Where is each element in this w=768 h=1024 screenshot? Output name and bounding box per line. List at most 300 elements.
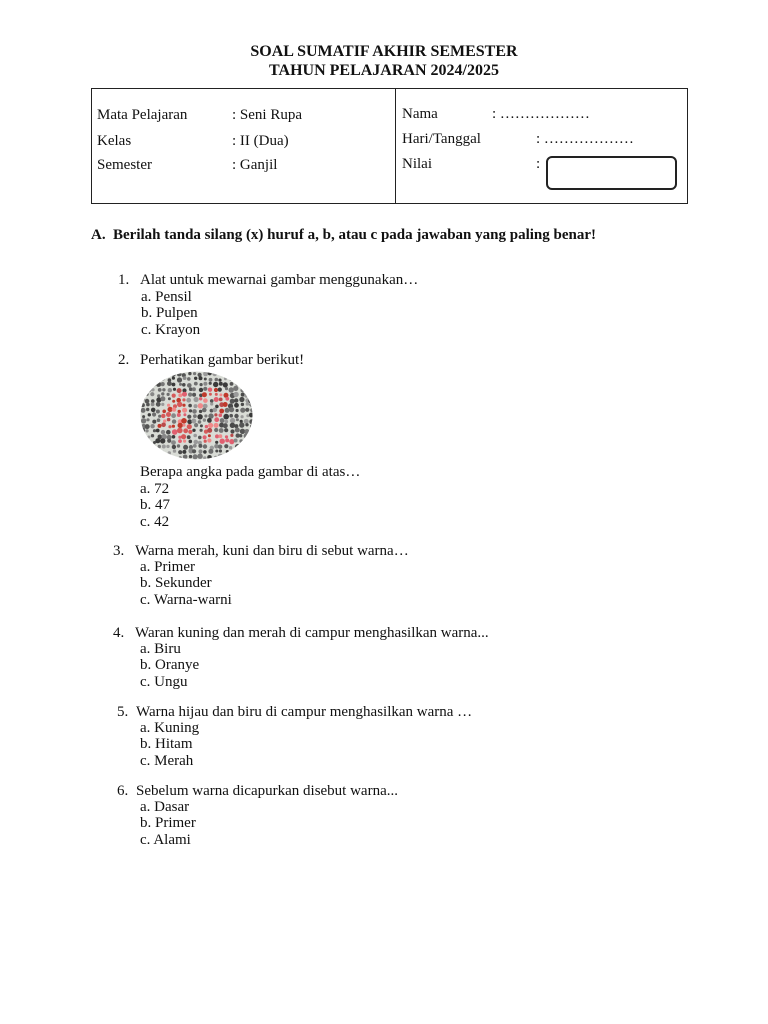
plate-dot — [167, 404, 170, 407]
plate-dot — [208, 423, 213, 428]
plate-dot — [173, 449, 176, 452]
plate-dot — [147, 444, 151, 448]
plate-dot — [179, 456, 182, 459]
plate-dot — [228, 371, 233, 376]
plate-dot — [161, 414, 165, 418]
plate-dot — [151, 434, 154, 437]
plate-dot — [194, 423, 198, 427]
question-stem: Alat untuk mewarnai gambar menggunakan… — [140, 272, 419, 288]
question-number: 4. — [113, 625, 125, 641]
plate-dot — [173, 388, 176, 391]
plate-dot — [234, 439, 238, 443]
plate-dot — [145, 399, 150, 404]
plate-dot — [183, 424, 186, 427]
plate-dot — [198, 420, 202, 424]
plate-dot — [239, 434, 242, 437]
plate-dot — [203, 382, 207, 386]
plate-dot — [233, 372, 238, 377]
plate-dot — [161, 451, 164, 454]
plate-dot — [215, 450, 218, 453]
plate-dot — [207, 418, 212, 423]
score-box — [546, 156, 677, 190]
student-info-box — [91, 88, 688, 204]
plate-dot — [171, 413, 176, 418]
plate-dot — [192, 387, 196, 391]
plate-dot — [168, 397, 171, 400]
plate-dot — [214, 388, 218, 392]
plate-dot — [204, 414, 207, 417]
plate-dot — [225, 408, 230, 413]
plate-dot — [182, 450, 186, 454]
plate-dot — [182, 392, 187, 397]
plate-dot — [162, 388, 165, 391]
plate-dot — [198, 436, 202, 440]
plate-dot — [240, 372, 245, 377]
plate-dot — [158, 415, 161, 418]
question-number: 6. — [117, 783, 129, 799]
plate-dot — [188, 430, 192, 434]
plate-dot — [240, 445, 245, 450]
plate-dot — [178, 410, 181, 413]
plate-dot — [178, 450, 182, 454]
plate-dot — [250, 377, 253, 382]
plate-dot — [223, 402, 228, 407]
plate-dot — [219, 449, 222, 452]
question-number: 1. — [118, 272, 130, 288]
plate-dot — [172, 429, 178, 435]
plate-dot — [141, 387, 145, 391]
plate-dot — [172, 425, 175, 428]
plate-dot — [218, 445, 222, 449]
plate-dot — [147, 387, 152, 392]
option-c: c. 42 — [140, 514, 170, 530]
plate-dot — [203, 456, 206, 459]
plate-dot — [219, 382, 223, 386]
plate-dot — [224, 444, 228, 448]
plate-dot — [162, 445, 166, 449]
plate-dot — [166, 445, 169, 448]
plate-dot — [230, 423, 235, 428]
plate-dot — [150, 424, 154, 428]
plate-dot — [155, 377, 160, 382]
plate-dot — [203, 371, 208, 376]
plate-dot — [161, 382, 165, 386]
plate-dot — [214, 428, 218, 432]
plate-dot — [234, 455, 239, 460]
plate-dot — [250, 455, 254, 460]
plate-dot — [234, 398, 238, 402]
plate-dot — [243, 454, 248, 459]
plate-dot — [224, 377, 227, 380]
question-stem: Perhatikan gambar berikut! — [140, 352, 305, 368]
plate-dot — [225, 397, 229, 401]
plate-dot — [152, 372, 156, 376]
date-label: Hari/Tanggal — [402, 131, 481, 147]
plate-dot — [240, 429, 245, 434]
plate-dot — [182, 383, 186, 387]
plate-dot — [199, 376, 203, 380]
plate-dot — [215, 378, 219, 382]
plate-dot — [214, 456, 218, 460]
plate-dot — [145, 429, 148, 432]
plate-dot — [147, 456, 151, 460]
plate-dot — [177, 413, 181, 417]
plate-dot — [219, 434, 223, 438]
plate-dot — [172, 377, 175, 380]
plate-dot — [147, 378, 150, 381]
plate-dot — [203, 435, 207, 439]
plate-dot — [162, 410, 166, 414]
plate-dot — [167, 381, 172, 386]
option-a: a. Kuning — [140, 720, 200, 736]
plate-dot — [199, 397, 202, 400]
plate-dot — [152, 420, 156, 424]
plate-dot — [147, 372, 150, 375]
plate-dot — [240, 377, 245, 382]
plate-dot — [194, 404, 198, 408]
plate-dot — [166, 412, 171, 417]
semester-value: : Ganjil — [232, 157, 278, 173]
plate-dot — [212, 371, 217, 376]
plate-dot — [249, 371, 253, 376]
plate-dot — [234, 424, 238, 428]
question-stem: Waran kuning dan merah di campur menghasilkan warna... — [135, 625, 489, 641]
plate-dot — [202, 408, 207, 413]
plate-dot — [220, 372, 224, 376]
color-blind-test-image — [140, 371, 253, 460]
plate-dot — [250, 450, 253, 455]
option-b: b. Pulpen — [141, 305, 198, 321]
plate-dot — [229, 456, 233, 460]
plate-dot — [187, 424, 192, 429]
plate-dot — [167, 393, 170, 396]
option-c: c. Krayon — [141, 322, 201, 338]
plate-dot — [187, 415, 191, 419]
plate-dot — [229, 414, 233, 418]
plate-dot — [141, 408, 146, 413]
plate-dot — [225, 454, 229, 458]
option-b: b. Hitam — [140, 736, 193, 752]
plate-dot — [210, 399, 214, 403]
plate-dot — [219, 413, 223, 417]
plate-dot — [183, 428, 188, 433]
plate-dot — [187, 419, 192, 424]
plate-dot — [151, 388, 154, 391]
plate-dot — [219, 393, 222, 396]
plate-dot — [193, 414, 197, 418]
plate-dot — [183, 440, 186, 443]
plate-dot — [234, 450, 239, 455]
plate-dot — [220, 418, 225, 423]
plate-dot — [191, 419, 196, 424]
plate-dot — [199, 410, 202, 413]
plate-dot — [208, 413, 213, 418]
plate-dot — [223, 382, 228, 387]
plate-dot — [151, 378, 156, 383]
plate-dot — [251, 387, 253, 391]
plate-dot — [239, 439, 243, 443]
plate-dot — [219, 398, 223, 402]
plate-dot — [224, 373, 228, 377]
question-number: 3. — [113, 543, 125, 559]
plate-dot — [140, 449, 144, 453]
document-subtitle: TAHUN PELAJARAN 2024/2025 — [269, 62, 499, 79]
plate-dot — [249, 430, 253, 434]
plate-dot — [193, 444, 197, 448]
option-c: c. Warna-warni — [140, 592, 232, 608]
plate-dot — [152, 412, 156, 416]
plate-dot — [205, 425, 208, 428]
plate-dot — [177, 428, 183, 434]
document-title: SOAL SUMATIF AKHIR SEMESTER — [250, 43, 518, 60]
plate-dot — [141, 392, 146, 397]
option-a: a. Dasar — [140, 799, 190, 815]
plate-dot — [244, 419, 249, 424]
plate-dot — [198, 444, 202, 448]
plate-dot — [168, 451, 171, 454]
plate-dot — [187, 435, 191, 439]
name-label: Nama — [402, 106, 438, 122]
plate-dot — [198, 403, 203, 408]
section-letter: A. — [91, 227, 106, 243]
plate-dot — [153, 429, 156, 432]
plate-dot — [208, 388, 212, 392]
plate-dot — [192, 409, 197, 414]
plate-dot — [246, 383, 249, 386]
plate-dot — [233, 386, 238, 391]
question-stem: Warna hijau dan biru di campur menghasilkan warna … — [136, 704, 473, 720]
plate-dot — [151, 399, 155, 403]
plate-dot — [239, 422, 244, 427]
plate-dot — [200, 429, 203, 432]
option-a: a. Pensil — [141, 289, 192, 305]
plate-dot — [235, 428, 240, 433]
plate-dot — [146, 418, 149, 421]
plate-dot — [208, 371, 212, 375]
plate-dot — [178, 423, 183, 428]
plate-dot — [142, 455, 145, 458]
plate-dot — [157, 449, 161, 453]
plate-dot — [207, 438, 211, 442]
plate-dot — [157, 456, 161, 460]
plate-dot — [240, 455, 245, 460]
plate-dot — [141, 433, 146, 438]
plate-dot — [157, 394, 160, 397]
plate-dot — [215, 393, 218, 396]
plate-dot — [183, 376, 187, 380]
plate-dot — [172, 456, 175, 459]
plate-dot — [150, 392, 154, 396]
plate-dot — [172, 445, 176, 449]
plate-dot — [251, 434, 253, 439]
plate-dot — [192, 429, 195, 432]
option-b: b. Sekunder — [140, 575, 212, 591]
plate-dot — [181, 418, 187, 424]
name-field: : ……………… — [492, 106, 590, 122]
plate-dot — [141, 397, 145, 401]
plate-dot — [230, 399, 235, 404]
plate-dot — [160, 454, 165, 459]
plate-dot — [177, 388, 182, 393]
plate-dot — [210, 402, 213, 405]
plate-dot — [141, 383, 146, 388]
question-stem: Sebelum warna dicapurkan disebut warna... — [136, 783, 398, 799]
plate-dot — [200, 424, 203, 427]
option-b: b. Primer — [140, 815, 196, 831]
option-c: c. Alami — [140, 832, 191, 848]
plate-dot — [160, 438, 165, 443]
plate-dot — [215, 441, 218, 444]
plate-dot — [208, 449, 213, 454]
plate-dot — [141, 403, 145, 407]
option-a: a. Primer — [140, 559, 195, 575]
plate-dot — [194, 397, 199, 402]
plate-dot — [218, 379, 221, 382]
plate-dot — [145, 393, 148, 396]
plate-dot — [249, 383, 253, 388]
plate-dot — [229, 377, 233, 381]
plate-dot — [193, 434, 197, 438]
plate-dot — [193, 372, 196, 375]
plate-dot — [239, 397, 244, 402]
plate-dot — [172, 407, 177, 412]
plate-dot — [214, 423, 219, 428]
plate-dot — [213, 382, 218, 387]
plate-dot — [245, 449, 249, 453]
plate-dot — [209, 393, 212, 396]
plate-dot — [172, 435, 176, 439]
plate-dot — [182, 408, 187, 413]
plate-dot — [219, 428, 224, 433]
plate-dot — [172, 383, 176, 387]
plate-dot — [156, 382, 161, 387]
plate-dot — [151, 408, 156, 413]
plate-dot — [161, 430, 165, 434]
plate-dot — [235, 377, 238, 380]
plate-dot — [192, 449, 196, 453]
plate-dot — [155, 438, 160, 443]
plate-dot — [245, 440, 249, 444]
plate-dot — [157, 418, 161, 422]
plate-dot — [194, 440, 199, 445]
plate-dot — [171, 440, 176, 445]
question-number: 2. — [118, 352, 130, 368]
plate-dot — [245, 423, 248, 426]
subject-label: Mata Pelajaran — [97, 107, 188, 123]
plate-dot — [181, 434, 186, 439]
plate-dot — [203, 418, 206, 421]
plate-dot — [160, 396, 165, 401]
plate-dot — [214, 417, 219, 422]
plate-dot — [187, 383, 192, 388]
plate-dot — [230, 429, 234, 433]
plate-dot — [156, 402, 161, 407]
plate-dot — [214, 397, 219, 402]
plate-dot — [204, 440, 207, 443]
plate-dot — [157, 371, 161, 375]
plate-dot — [223, 414, 229, 420]
plate-dot — [178, 393, 182, 397]
question-stem: Warna merah, kuni dan biru di sebut warna… — [135, 543, 409, 559]
plate-dot — [199, 388, 203, 392]
plate-dot — [244, 445, 249, 450]
plate-dot — [250, 394, 253, 397]
plate-dot — [194, 377, 197, 380]
plate-dot — [236, 418, 239, 421]
plate-dot — [244, 393, 248, 397]
plate-dot — [147, 436, 150, 439]
question-number: 5. — [117, 704, 129, 720]
option-b: b. Oranye — [140, 657, 200, 673]
plate-dot — [161, 423, 166, 428]
plate-dot — [183, 413, 186, 416]
plate-dot — [203, 450, 207, 454]
plate-dot — [220, 439, 225, 444]
plate-dot — [197, 454, 202, 459]
plate-dot — [151, 444, 156, 449]
plate-dot — [241, 403, 244, 406]
plate-dot — [193, 454, 198, 459]
plate-dot — [241, 415, 244, 418]
plate-dot — [234, 403, 239, 408]
plate-dot — [156, 429, 160, 433]
class-label: Kelas — [97, 133, 132, 149]
plate-dot — [189, 440, 193, 444]
plate-dot — [246, 402, 250, 406]
plate-dot — [146, 403, 150, 407]
plate-dot — [145, 381, 151, 387]
option-c: c. Ungu — [140, 674, 188, 690]
plate-dot — [172, 400, 175, 403]
class-value: : II (Dua) — [232, 133, 289, 149]
plate-dot — [162, 371, 166, 375]
plate-dot — [161, 403, 164, 406]
plate-dot — [229, 439, 234, 444]
plate-dot — [178, 439, 182, 443]
plate-dot — [207, 428, 212, 433]
plate-dot — [188, 404, 192, 408]
plate-dot — [183, 455, 188, 460]
plate-dot — [179, 383, 182, 386]
plate-dot — [240, 449, 245, 454]
plate-dot — [197, 414, 202, 419]
plate-dot — [223, 423, 228, 428]
plate-dot — [250, 444, 253, 449]
plate-dot — [182, 398, 185, 401]
plate-dot — [177, 377, 182, 382]
plate-dot — [186, 398, 191, 403]
plate-dot — [140, 428, 145, 433]
date-field: : ……………… — [536, 131, 634, 147]
plate-dot — [145, 451, 150, 456]
plate-dot — [207, 455, 212, 460]
plate-dot — [229, 387, 234, 392]
plate-dot — [141, 379, 144, 382]
plate-dot — [203, 398, 208, 403]
plate-dot — [244, 433, 249, 438]
plate-dot — [208, 434, 211, 437]
plate-dot — [145, 424, 150, 429]
plate-dot — [140, 439, 145, 444]
plate-dot — [218, 454, 223, 459]
plate-dot — [158, 445, 161, 448]
plate-dot — [152, 449, 155, 452]
plate-dot — [192, 393, 196, 397]
subject-value: : Seni Rupa — [232, 107, 302, 123]
plate-dot — [246, 414, 249, 417]
plate-dot — [244, 378, 249, 383]
plate-dot — [188, 393, 192, 397]
